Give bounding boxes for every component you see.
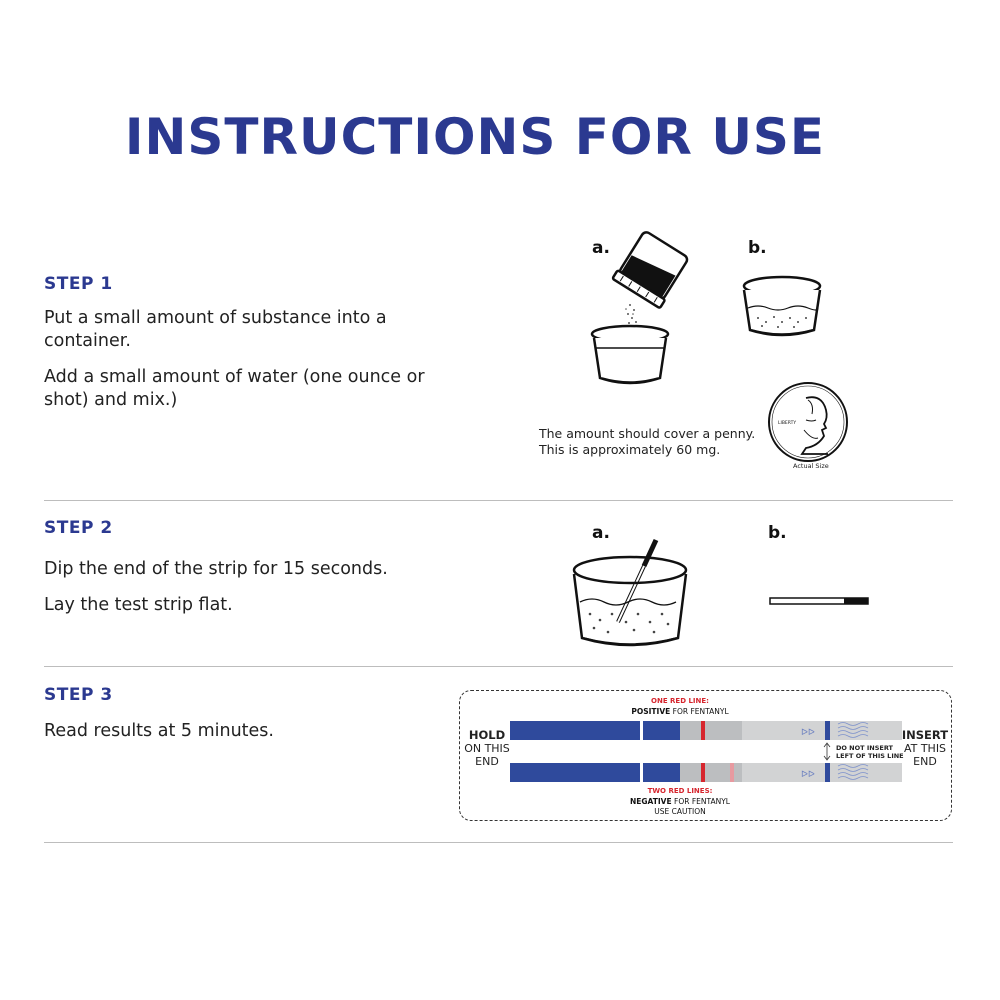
- step-2-heading: STEP 2: [44, 518, 113, 538]
- negative-test-line-1: [701, 763, 705, 782]
- penny-note-line-2: This is approximately 60 mg.: [539, 442, 721, 457]
- positive-caption: POSITIVE FOR FENTANYL: [631, 707, 729, 716]
- step-1-line-2: Add a small amount of water (one ounce or shot) and mix.): [44, 367, 425, 410]
- step-2-label-a: a.: [592, 523, 610, 543]
- step-2-label-b: b.: [768, 523, 787, 543]
- hold-end-label: HOLD ON THIS END: [464, 728, 510, 768]
- step-1-label-b: b.: [748, 238, 767, 258]
- penny-note-line-1: The amount should cover a penny.: [539, 426, 756, 441]
- dipping-strip-illustration: [568, 536, 692, 656]
- step-3-line-1: Read results at 5 minutes.: [44, 721, 274, 741]
- cup-with-water-illustration: [738, 272, 830, 344]
- divider-3: [44, 842, 953, 843]
- penny-caption: Actual Size: [793, 462, 829, 470]
- svg-text:ᐅᐅ: ᐅᐅ: [801, 728, 815, 738]
- step-2-line-1: Dip the end of the strip for 15 seconds.: [44, 559, 388, 579]
- divider-2: [44, 666, 953, 667]
- negative-caption: NEGATIVE FOR FENTANYL: [630, 797, 730, 806]
- negative-strip: [510, 763, 902, 782]
- pouring-jar-illustration: [580, 230, 700, 400]
- step-3-heading: STEP 3: [44, 685, 113, 705]
- penny-illustration: [766, 380, 850, 464]
- penny-liberty-text: LIBERTY: [778, 421, 797, 426]
- negative-red-caption: TWO RED LINES:: [647, 787, 713, 795]
- negative-test-line-2: [730, 763, 734, 782]
- divider-1: [44, 500, 953, 501]
- step-2-line-2: Lay the test strip flat.: [44, 595, 233, 615]
- step-1-line-1: Put a small amount of substance into a container.: [44, 308, 387, 351]
- flat-strip-illustration: [768, 596, 872, 608]
- positive-test-line: [701, 721, 705, 740]
- svg-text:ᐅᐅ: ᐅᐅ: [801, 770, 815, 780]
- page-title: INSTRUCTIONS FOR USE: [124, 108, 826, 166]
- step-1-heading: STEP 1: [44, 274, 113, 294]
- step-1-label-a: a.: [592, 238, 610, 258]
- positive-red-caption: ONE RED LINE:: [651, 697, 709, 705]
- do-not-insert-note: DO NOT INSERT LEFT OF THIS LINE: [836, 744, 904, 760]
- positive-strip: [510, 721, 902, 740]
- insert-end-label: INSERT AT THIS END: [901, 728, 949, 768]
- use-caution-caption: USE CAUTION: [654, 807, 706, 816]
